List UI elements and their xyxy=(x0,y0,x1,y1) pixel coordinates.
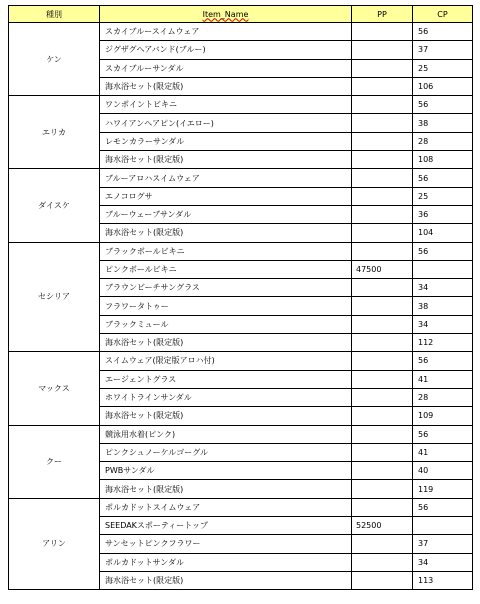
pp-cell xyxy=(352,59,413,77)
item-name-cell: 海水浴セット(限定版) xyxy=(100,224,352,242)
cp-cell: 25 xyxy=(413,187,473,205)
item-name-cell: SEEDAKスポーティートップ xyxy=(100,517,352,535)
table-row xyxy=(9,352,473,370)
item-name-cell: ハワイアンヘアピン(イエロー) xyxy=(100,114,352,132)
pp-cell xyxy=(352,279,413,297)
cp-cell: 56 xyxy=(413,425,473,443)
table-row xyxy=(9,96,473,114)
pp-cell xyxy=(352,553,413,571)
table-row xyxy=(9,498,473,516)
cp-cell: 37 xyxy=(413,535,473,553)
cp-cell: 56 xyxy=(413,23,473,41)
pp-cell xyxy=(352,315,413,333)
pp-cell xyxy=(352,425,413,443)
item-name-cell: ブルーアロハスイムウェア xyxy=(100,169,352,187)
item-name-cell: ポルカドットサンダル xyxy=(100,553,352,571)
pp-cell xyxy=(352,407,413,425)
item-name-cell: 海水浴セット(限定版) xyxy=(100,334,352,352)
cp-cell: 34 xyxy=(413,553,473,571)
pp-cell xyxy=(352,187,413,205)
item-price-table xyxy=(8,5,473,590)
pp-cell xyxy=(352,205,413,223)
pp-cell xyxy=(352,23,413,41)
cp-cell: 112 xyxy=(413,334,473,352)
pp-cell: 52500 xyxy=(352,517,413,535)
item-name-cell: 海水浴セット(限定版) xyxy=(100,151,352,169)
item-name-cell: 海水浴セット(限定版) xyxy=(100,571,352,589)
cp-cell: 28 xyxy=(413,388,473,406)
cp-cell: 34 xyxy=(413,279,473,297)
cp-cell: 28 xyxy=(413,132,473,150)
cp-cell: 108 xyxy=(413,151,473,169)
item-name-cell: フラワータトゥー xyxy=(100,297,352,315)
cp-cell: 109 xyxy=(413,407,473,425)
table-row xyxy=(9,242,473,260)
cp-cell xyxy=(413,260,473,278)
item-name-cell: ポルカドットスイムウェア xyxy=(100,498,352,516)
item-name-cell: エノコログサ xyxy=(100,187,352,205)
header-item-name xyxy=(100,6,352,23)
item-name-cell: ホワイトラインサンダル xyxy=(100,388,352,406)
cp-cell: 113 xyxy=(413,571,473,589)
item-name-cell: PWBサンダル xyxy=(100,462,352,480)
item-name-cell: 海水浴セット(限定版) xyxy=(100,407,352,425)
table-row xyxy=(9,425,473,443)
pp-cell xyxy=(352,114,413,132)
pp-cell xyxy=(352,41,413,59)
item-name-cell: ピンクシュノーケルゴーグル xyxy=(100,443,352,461)
pp-cell: 47500 xyxy=(352,260,413,278)
cp-cell: 38 xyxy=(413,114,473,132)
pp-cell xyxy=(352,334,413,352)
pp-cell xyxy=(352,443,413,461)
cp-cell: 41 xyxy=(413,370,473,388)
pp-cell xyxy=(352,151,413,169)
cp-cell: 56 xyxy=(413,352,473,370)
item-name-cell: 海水浴セット(限定版) xyxy=(100,480,352,498)
category-cell: マックス xyxy=(9,352,100,425)
item-name-cell: ブルーウェーブサンダル xyxy=(100,205,352,223)
pp-cell xyxy=(352,571,413,589)
cp-cell: 119 xyxy=(413,480,473,498)
header-item-name-label: Item_Name xyxy=(202,9,249,19)
category-cell: エリカ xyxy=(9,96,100,169)
cp-cell: 25 xyxy=(413,59,473,77)
item-name-cell: エージェントグラス xyxy=(100,370,352,388)
cp-cell: 56 xyxy=(413,96,473,114)
pp-cell xyxy=(352,370,413,388)
header-pp: PP xyxy=(352,6,413,23)
item-name-cell: スイムウェア(限定版アロハ付) xyxy=(100,352,352,370)
cp-cell: 56 xyxy=(413,169,473,187)
cp-cell: 37 xyxy=(413,41,473,59)
cp-cell: 106 xyxy=(413,77,473,95)
pp-cell xyxy=(352,535,413,553)
cp-cell: 56 xyxy=(413,242,473,260)
item-name-cell: 海水浴セット(限定版) xyxy=(100,77,352,95)
table-body xyxy=(9,23,473,590)
cp-cell xyxy=(413,517,473,535)
pp-cell xyxy=(352,224,413,242)
header-cp: CP xyxy=(413,6,473,23)
pp-cell xyxy=(352,462,413,480)
cp-cell: 56 xyxy=(413,498,473,516)
item-name-cell: ブラウンビーチサングラス xyxy=(100,279,352,297)
pp-cell xyxy=(352,297,413,315)
pp-cell xyxy=(352,132,413,150)
header-row xyxy=(9,6,473,23)
pp-cell xyxy=(352,480,413,498)
category-cell: クー xyxy=(9,425,100,498)
table-row xyxy=(9,169,473,187)
item-name-cell: 競泳用水着(ピンク) xyxy=(100,425,352,443)
category-cell: ダイスケ xyxy=(9,169,100,242)
cp-cell: 36 xyxy=(413,205,473,223)
category-cell: アリン xyxy=(9,498,100,589)
item-name-cell: ジグザグヘアバンド(ブルー) xyxy=(100,41,352,59)
cp-cell: 38 xyxy=(413,297,473,315)
cp-cell: 40 xyxy=(413,462,473,480)
item-name-cell: スカイブルースイムウェア xyxy=(100,23,352,41)
table-row xyxy=(9,23,473,41)
item-name-cell: サンセットピンクフラワー xyxy=(100,535,352,553)
category-cell: セシリア xyxy=(9,242,100,352)
header-category: 種別 xyxy=(9,6,100,23)
pp-cell xyxy=(352,388,413,406)
pp-cell xyxy=(352,352,413,370)
item-name-cell: ブラックミュール xyxy=(100,315,352,333)
cp-cell: 41 xyxy=(413,443,473,461)
category-cell: ケン xyxy=(9,23,100,96)
item-name-cell: スカイブルーサンダル xyxy=(100,59,352,77)
item-name-cell: レモンカラーサンダル xyxy=(100,132,352,150)
pp-cell xyxy=(352,96,413,114)
item-name-cell: ワンポイントビキニ xyxy=(100,96,352,114)
pp-cell xyxy=(352,77,413,95)
pp-cell xyxy=(352,498,413,516)
item-name-cell: ブラックボールビキニ xyxy=(100,242,352,260)
item-name-cell: ピンクボールビキニ xyxy=(100,260,352,278)
cp-cell: 34 xyxy=(413,315,473,333)
pp-cell xyxy=(352,242,413,260)
cp-cell: 104 xyxy=(413,224,473,242)
pp-cell xyxy=(352,169,413,187)
